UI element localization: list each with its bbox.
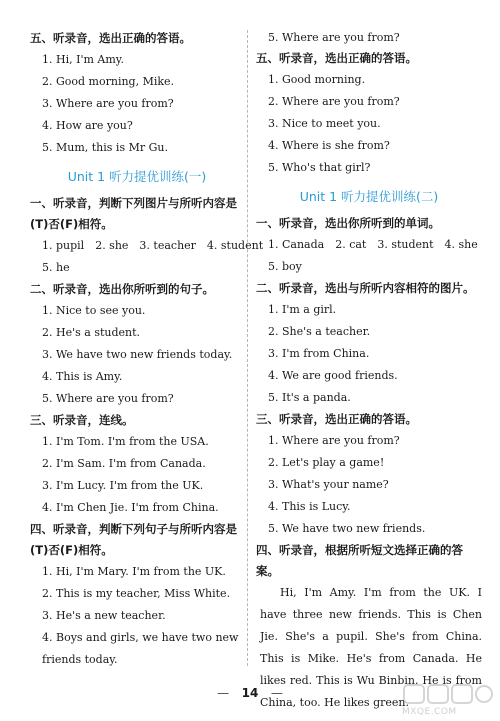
list-item: 2. Let's play a game!: [268, 456, 385, 469]
list-item: 4. How are you?: [42, 119, 133, 132]
dash-right: —: [270, 686, 283, 700]
section-title: 五、听录音，选出正确的答语。: [256, 51, 417, 65]
section-title: 二、听录音，选出与所听内容相符的图片。: [256, 281, 475, 295]
section-title: 四、听录音，根据所听短文选择正确的答案。: [256, 543, 463, 578]
list-item: 1. Where are you from?: [268, 434, 400, 447]
list-item: 3. What's your name?: [268, 478, 389, 491]
list-item: 4. This is Amy.: [42, 370, 123, 383]
list-item: 2. Where are you from?: [268, 95, 400, 108]
list-item: 1. Good morning.: [268, 73, 366, 86]
list-item: 1. Hi, I'm Mary. I'm from the UK.: [42, 565, 226, 578]
column-divider: [247, 30, 248, 666]
list-item: 5. It's a panda.: [268, 391, 351, 404]
list-item: 1. Canada 2. cat 3. student 4. she: [268, 238, 478, 251]
watermark-logo-icon: [402, 683, 494, 705]
list-item: 2. Good morning, Mike.: [42, 75, 175, 88]
list-item: 5. Where are you from?: [268, 31, 400, 44]
list-item: 5. he: [42, 261, 70, 274]
unit-heading: Unit 1 听力提优训练(二): [299, 189, 439, 204]
list-item: 5. We have two new friends.: [268, 522, 426, 535]
dash-left: —: [217, 686, 230, 700]
list-item: 4. We are good friends.: [268, 369, 398, 382]
section-title: 一、听录音，选出你所听到的单词。: [256, 216, 440, 230]
section-title: 三、听录音，连线。: [30, 413, 134, 427]
section-title: 四、听录音，判断下列句子与所听内容是(T)否(F)相符。: [30, 522, 237, 557]
section-title: 一、听录音，判断下列图片与所听内容是(T)否(F)相符。: [30, 196, 237, 231]
list-item: 5. boy: [268, 260, 302, 273]
list-item: 2. I'm Sam. I'm from Canada.: [42, 457, 206, 470]
list-item: 3. I'm from China.: [268, 347, 370, 360]
list-item: 4. Boys and girls, we have two new friends today.: [42, 631, 239, 666]
section-title: 五、听录音，选出正确的答语。: [30, 31, 191, 45]
list-item: 2. He's a student.: [42, 326, 141, 339]
list-item: 3. I'm Lucy. I'm from the UK.: [42, 479, 204, 492]
list-item: 3. Where are you from?: [42, 97, 174, 110]
list-item: 5. Mum, this is Mr Gu.: [42, 141, 168, 154]
left-column: [30, 28, 264, 671]
reading-passage: Hi, I'm Amy. I'm from the UK. I have three new friends. This is Chen Jie. She's a pupil. She's from China. This is Mike. He's from Canada. He likes red. This is Wu Binbin. He is from China, too. He likes green.: [260, 586, 482, 709]
section-title: 三、听录音，选出正确的答语。: [256, 412, 417, 426]
unit-heading: Unit 1 听力提优训练(一): [67, 169, 207, 184]
list-item: 2. This is my teacher, Miss White.: [42, 587, 231, 600]
list-item: 4. I'm Chen Jie. I'm from China.: [42, 501, 219, 514]
list-item: 1. Nice to see you.: [42, 304, 146, 317]
list-item: 3. Nice to meet you.: [268, 117, 381, 130]
site-watermark: [402, 683, 494, 717]
list-item: 5. Who's that girl?: [268, 161, 371, 174]
list-item: 5. Where are you from?: [42, 392, 174, 405]
list-item: 1. I'm a girl.: [268, 303, 337, 316]
list-item: 3. He's a new teacher.: [42, 609, 166, 622]
list-item: 4. This is Lucy.: [268, 500, 351, 513]
section-title: 二、听录音，选出你所听到的句子。: [30, 282, 214, 296]
list-item: 4. Where is she from?: [268, 139, 390, 152]
page-number: 14: [241, 686, 259, 700]
list-item: 1. I'm Tom. I'm from the USA.: [42, 435, 209, 448]
list-item: 2. She's a teacher.: [268, 325, 371, 338]
list-item: 3. We have two new friends today.: [42, 348, 233, 361]
list-item: 1. pupil 2. she 3. teacher 4. student: [42, 239, 264, 252]
right-column: [256, 28, 482, 714]
list-item: 1. Hi, I'm Amy.: [42, 53, 125, 66]
watermark-text: MXQE.COM: [402, 707, 457, 717]
